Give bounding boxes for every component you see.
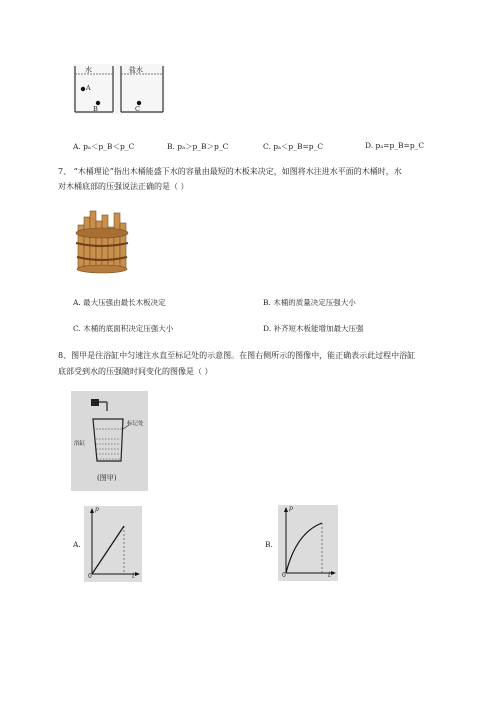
q8-option-b-label: B. bbox=[265, 540, 273, 549]
label-point-c: C bbox=[135, 105, 140, 113]
q7-stem-line2: 对木桶底部的压强说法正确的是（ ） bbox=[58, 182, 189, 191]
q7-option-c: C. 木桶的底面积决定压强大小 bbox=[73, 324, 174, 333]
graph-b-axis-p: p bbox=[289, 505, 293, 512]
q7-option-b: B. 木桶的质量决定压强大小 bbox=[263, 298, 356, 307]
graph-b-curve bbox=[286, 523, 322, 573]
q7-option-d: D. 补齐短木板能增加最大压强 bbox=[263, 324, 364, 333]
label-point-b: B bbox=[93, 105, 98, 113]
point-a-dot bbox=[81, 87, 85, 91]
graph-a-axis-t: t bbox=[132, 572, 135, 580]
q6-option-b: B. pₐ＞p_B＞p_C bbox=[167, 142, 229, 151]
q7-option-a: A. 最大压强由最长木板决定 bbox=[73, 298, 166, 307]
label-bathtub: 浴缸 bbox=[74, 441, 86, 447]
wooden-bucket-figure bbox=[72, 209, 132, 275]
graph-b-axis-t: t bbox=[328, 571, 331, 579]
graph-a bbox=[84, 506, 142, 582]
q6-option-a: A. pₐ＜p_B＜p_C bbox=[73, 142, 135, 151]
q6-container-figure bbox=[73, 64, 165, 114]
q8-option-a-label: A. bbox=[73, 540, 81, 549]
graph-a-line bbox=[92, 526, 124, 574]
q8-stem-line2: 底部受到水的压强随时间变化的图像是（ ） bbox=[58, 367, 213, 376]
label-mark: 标记处 bbox=[127, 421, 144, 427]
label-point-a: A bbox=[86, 84, 91, 92]
q7-stem-line1: 7、 “木桶理论”指出木桶能盛下水的容量由最短的木板来决定，如图将水注进水平面的木桶时，水 bbox=[58, 167, 402, 176]
graph-a-axis-p: p bbox=[95, 506, 99, 513]
label-salt-water: 盐水 bbox=[129, 66, 143, 74]
graph-a-origin: 0 bbox=[88, 573, 92, 580]
bathtub-figure bbox=[71, 391, 148, 491]
q8-stem-line1: 8、图甲是往浴缸中匀速注水直至标记处的示意图。在图右侧所示的图像中，能正确表示此过程中浴缸 bbox=[58, 351, 416, 360]
label-water: 水 bbox=[85, 66, 92, 74]
graph-b-origin: 0 bbox=[282, 572, 286, 579]
graph-b bbox=[278, 505, 338, 581]
q6-option-d: D. pₐ=p_B=p_C bbox=[365, 141, 425, 150]
q6-option-c: C. pₐ＜p_B=p_C bbox=[263, 142, 324, 151]
figure-caption: (图甲) bbox=[97, 474, 117, 482]
